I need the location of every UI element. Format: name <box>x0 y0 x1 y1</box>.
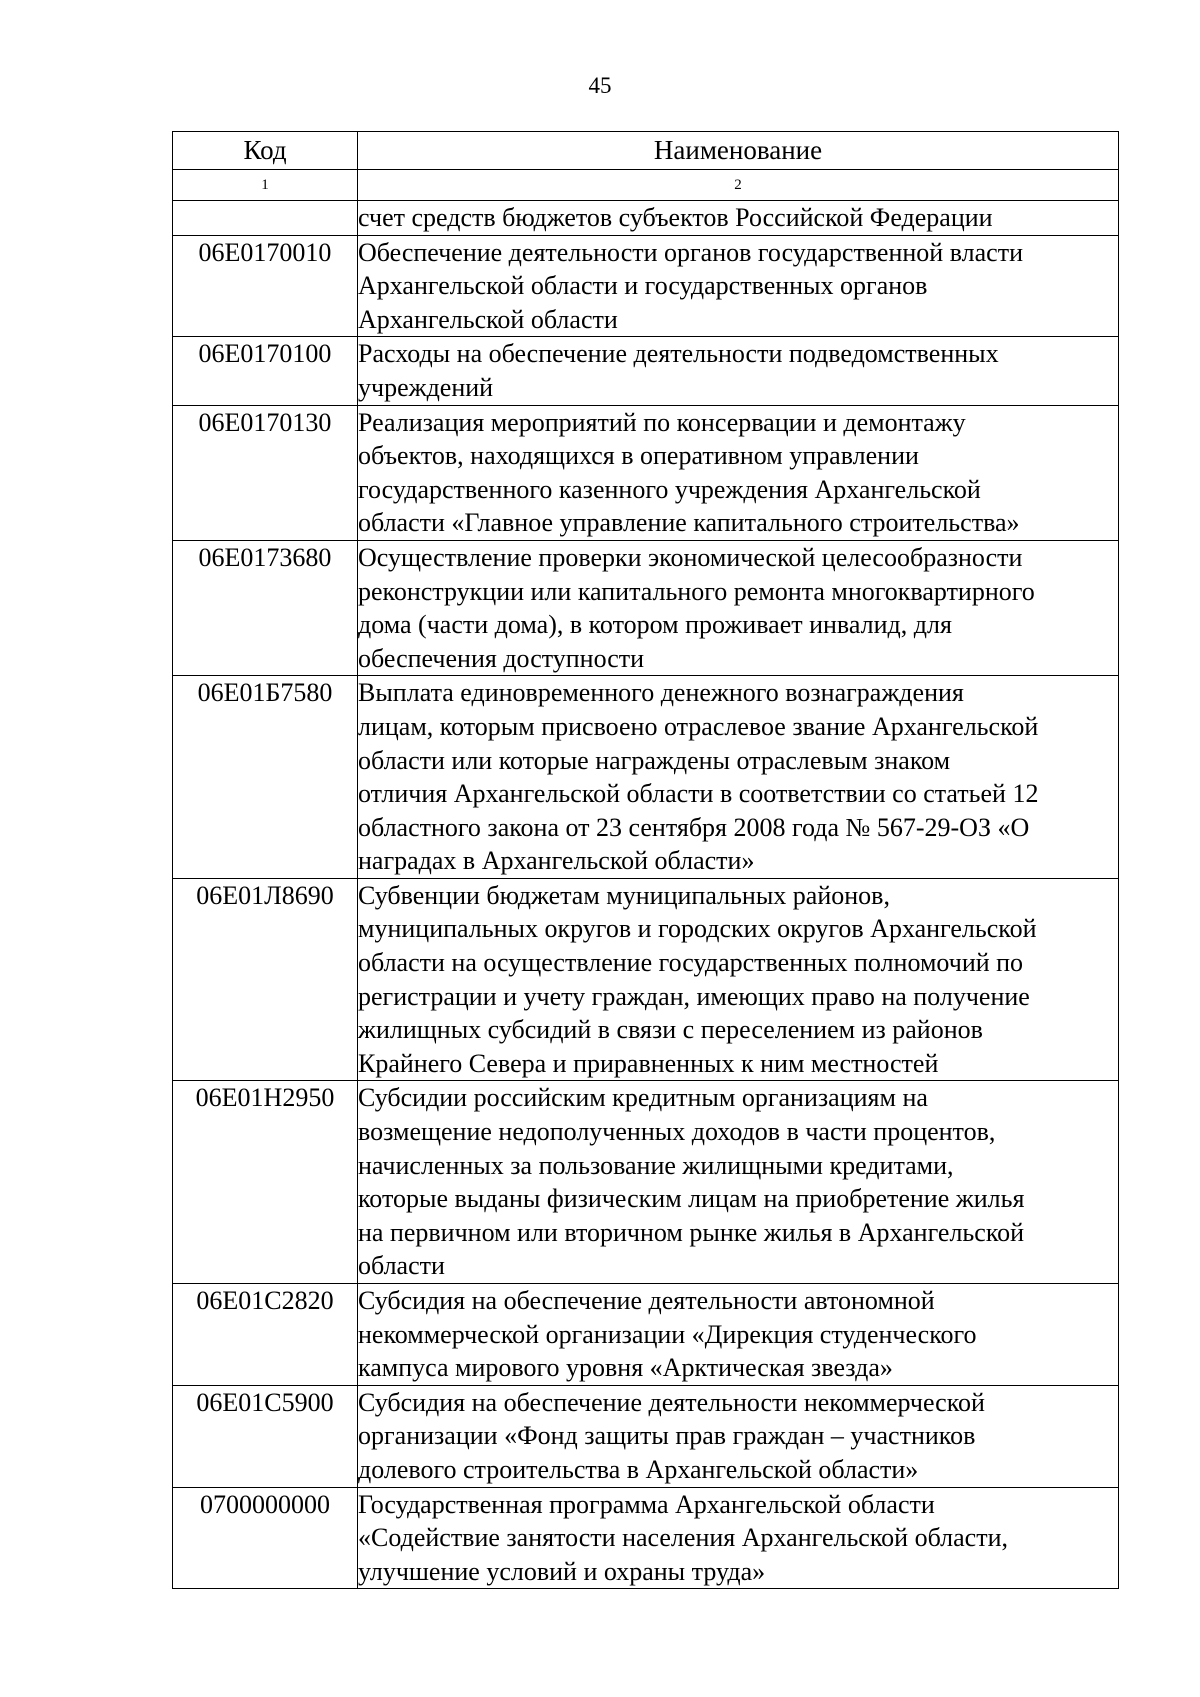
table-row <box>173 878 1119 1081</box>
column-number-name: 2 <box>358 170 1119 201</box>
row-name-line: Крайнего Севера и приравненных к ним местностей <box>358 1048 939 1078</box>
row-name <box>358 540 1119 675</box>
table-row <box>173 337 1119 405</box>
table-row <box>173 1487 1119 1589</box>
row-name <box>358 235 1119 337</box>
row-name-line: Субсидия на обеспечение деятельности некоммерческой <box>358 1387 985 1417</box>
row-code: 06Е01Л8690 <box>173 878 358 1081</box>
row-name <box>358 1081 1119 1284</box>
row-name-line: дома (части дома), в котором проживает инвалид, для <box>358 610 952 640</box>
row-name-line: на первичном или вторичном рынке жилья в Архангельской <box>358 1217 1025 1247</box>
row-name-line: лицам, которым присвоено отраслевое звание Архангельской <box>358 711 1039 741</box>
row-name-line: государственного казенного учреждения Архангельской <box>358 474 981 504</box>
header-code: Код <box>173 132 358 170</box>
row-name-line: отличия Архангельской области в соответствии со статьей 12 <box>358 779 1039 809</box>
row-code: 06Е01С5900 <box>173 1385 358 1487</box>
row-name-line: Субсидии российским кредитным организациям на <box>358 1083 928 1113</box>
row-code <box>173 201 358 236</box>
row-name-line: кампуса мирового уровня «Арктическая звезда» <box>358 1353 893 1383</box>
row-code: 06Е01С2820 <box>173 1284 358 1386</box>
row-name <box>358 201 1119 236</box>
row-code: 06Е0170100 <box>173 337 358 405</box>
row-name-line: Расходы на обеспечение деятельности подведомственных <box>358 339 999 369</box>
page-number: 45 <box>588 73 612 98</box>
table-row <box>173 676 1119 879</box>
budget-code-table <box>172 131 1119 1589</box>
row-name <box>358 676 1119 879</box>
row-name-line: Архангельской области <box>358 304 618 334</box>
row-name-line: обеспечения доступности <box>358 643 645 673</box>
row-name <box>358 337 1119 405</box>
row-name-line: области на осуществление государственных полномочий по <box>358 948 1024 978</box>
row-name-line: Архангельской области и государственных органов <box>358 271 928 301</box>
row-name-line: области <box>358 1251 445 1281</box>
row-name-line: долевого строительства в Архангельской области» <box>358 1454 919 1484</box>
table-row <box>173 1284 1119 1386</box>
table-header-row <box>173 132 1119 170</box>
row-name-line: «Содействие занятости населения Архангельской области, <box>358 1523 1008 1553</box>
row-name <box>358 405 1119 540</box>
row-name-line: Выплата единовременного денежного вознаграждения <box>358 678 964 708</box>
row-name-line: которые выданы физическим лицам на приобретение жилья <box>358 1184 1025 1214</box>
header-name: Наименование <box>358 132 1119 170</box>
row-name <box>358 1284 1119 1386</box>
row-name-line: некоммерческой организации «Дирекция студенческого <box>358 1319 977 1349</box>
row-name-line: Субвенции бюджетам муниципальных районов, <box>358 880 890 910</box>
row-name-line: учреждений <box>358 372 494 402</box>
row-name-line: Реализация мероприятий по консервации и демонтажу <box>358 407 966 437</box>
table-row <box>173 540 1119 675</box>
row-code: 0700000000 <box>173 1487 358 1589</box>
row-name-line: реконструкции или капитального ремонта многоквартирного <box>358 576 1035 606</box>
row-code: 06Е01Б7580 <box>173 676 358 879</box>
row-name-line: Государственная программа Архангельской области <box>358 1489 935 1519</box>
row-name-line: объектов, находящихся в оперативном управлении <box>358 441 919 471</box>
table-row <box>173 405 1119 540</box>
table-row <box>173 1081 1119 1284</box>
row-name-line: муниципальных округов и городских округов Архангельской <box>358 914 1037 944</box>
row-name-line: организации «Фонд защиты прав граждан – участников <box>358 1421 976 1451</box>
row-code: 06Е0170130 <box>173 405 358 540</box>
column-number-code: 1 <box>173 170 358 201</box>
row-name-line: Обеспечение деятельности органов государственной власти <box>358 237 1023 267</box>
row-name-line: Осуществление проверки экономической целесообразности <box>358 542 1023 572</box>
row-name-line: счет средств бюджетов субъектов Российской Федерации <box>358 203 993 232</box>
row-code: 06Е0170010 <box>173 235 358 337</box>
row-name <box>358 1487 1119 1589</box>
row-name <box>358 1385 1119 1487</box>
row-name <box>358 878 1119 1081</box>
table-row <box>173 1385 1119 1487</box>
table-body <box>173 201 1119 1589</box>
table-row <box>173 235 1119 337</box>
row-name-line: улучшение условий и охраны труда» <box>358 1556 766 1586</box>
row-code: 06Е0173680 <box>173 540 358 675</box>
row-name-line: области «Главное управление капитального строительства» <box>358 508 1020 538</box>
row-name-line: возмещение недополученных доходов в части процентов, <box>358 1117 996 1147</box>
row-code: 06Е01Н2950 <box>173 1081 358 1284</box>
row-name-line: области или которые награждены отраслевым знаком <box>358 745 951 775</box>
row-name-line: регистрации и учету граждан, имеющих право на получение <box>358 981 1030 1011</box>
row-name-line: Субсидия на обеспечение деятельности автономной <box>358 1286 935 1315</box>
row-name-line: начисленных за пользование жилищными кредитами, <box>358 1150 954 1180</box>
row-name-line: жилищных субсидий в связи с переселением из районов <box>358 1015 983 1045</box>
row-name-line: областного закона от 23 сентября 2008 года № 567-29-ОЗ «О <box>358 812 1030 842</box>
column-number-row <box>173 170 1119 201</box>
row-name-line: наградах в Архангельской области» <box>358 846 755 876</box>
table-row <box>173 201 1119 236</box>
